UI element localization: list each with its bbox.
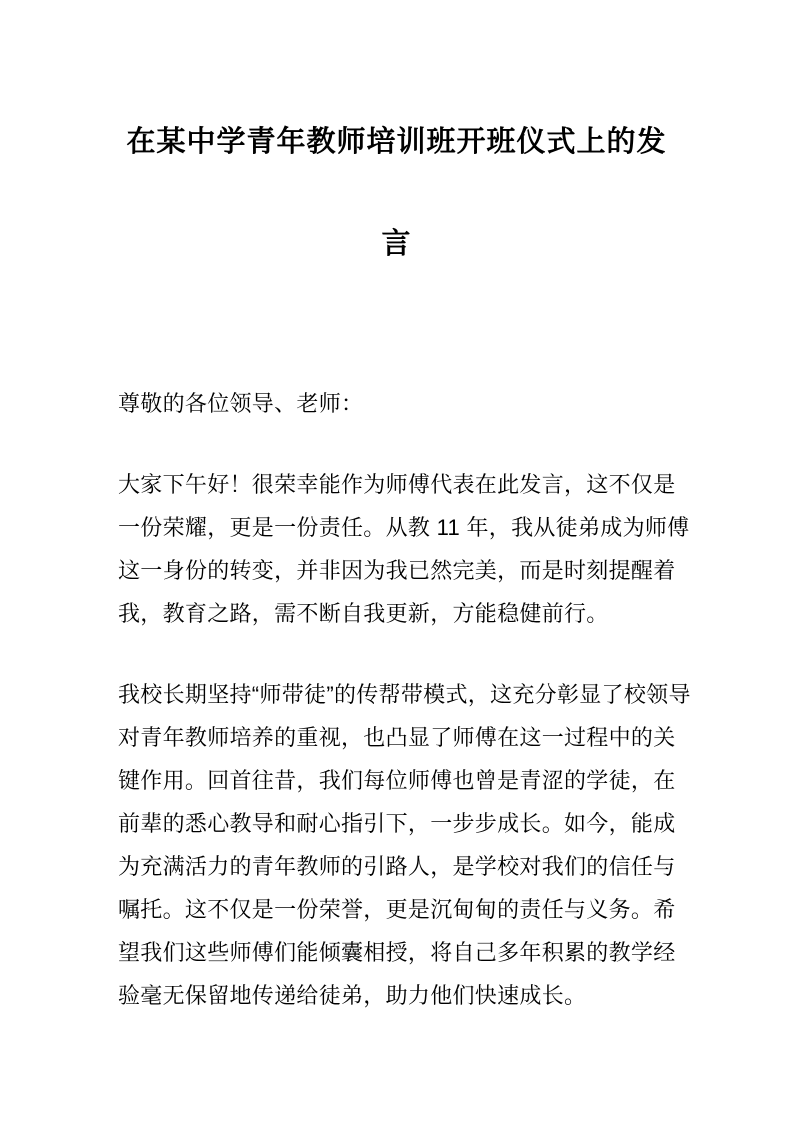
body-line: 我校长期坚持“师带徒”的传帮带模式，这充分彰显了校领导 — [118, 682, 691, 707]
body-line: 为充满活力的青年教师的引路人，是学校对我们的信任与 — [118, 854, 676, 879]
salutation: 尊敬的各位领导、老师： — [118, 391, 364, 416]
body-line: 我，教育之路，需不断自我更新，方能稳健前行。 — [118, 601, 609, 626]
document-title — [118, 91, 675, 295]
body-line: 对青年教师培养的重视，也凸显了师傅在这一过程中的关 — [118, 725, 676, 750]
body-line: 键作用。回首往昔，我们每位师傅也曾是青涩的学徒，在 — [118, 768, 676, 793]
title-line-1: 在某中学青年教师培训班开班仪式上的发 — [126, 126, 667, 158]
body-line: 大家下午好！很荣幸能作为师傅代表在此发言，这不仅是 — [118, 472, 676, 497]
body-line: 望我们这些师傅们能倾囊相授，将自己多年积累的教学经 — [118, 940, 676, 965]
body-line: 这一身份的转变，并非因为我已然完美，而是时刻提醒着 — [118, 558, 676, 583]
body-line: 嘱托。这不仅是一份荣誉，更是沉甸甸的责任与义务。希 — [118, 897, 676, 922]
paragraph-1 — [118, 463, 690, 635]
body-line: 前辈的悉心教导和耐心指引下，一步步成长。如今，能成 — [118, 811, 676, 836]
body-line: 一份荣耀，更是一份责任。从教 11 年，我从徒弟成为师傅 — [118, 515, 690, 540]
paragraph-2 — [118, 673, 691, 1017]
title-line-2: 言 — [381, 228, 412, 260]
body-line: 验毫无保留地传递给徒弟，助力他们快速成长。 — [118, 983, 587, 1008]
